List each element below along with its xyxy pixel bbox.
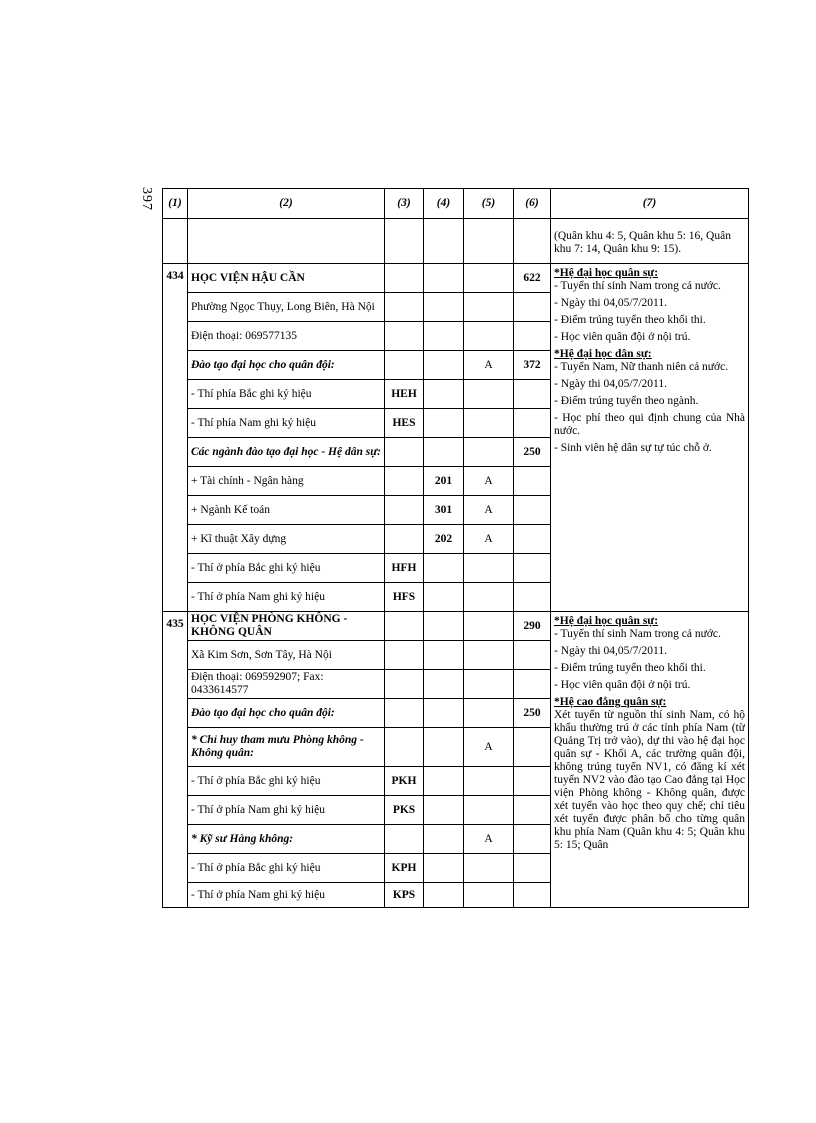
enrollment-quota — [514, 641, 551, 670]
program-name: - Thí ở phía Nam ghi ký hiệu — [188, 796, 385, 825]
note-line: - Điểm trúng tuyển theo khối thi. — [554, 662, 706, 674]
enrollment-quota — [514, 883, 551, 908]
program-name: * Chỉ huy tham mưu Phòng không - Không quân: — [188, 728, 385, 767]
registration-code — [385, 322, 424, 351]
exam-block: A — [464, 825, 514, 854]
program-name: - Thí ở phía Bắc ghi ký hiệu — [188, 854, 385, 883]
carryover-note: (Quân khu 4: 5, Quân khu 5: 16, Quân khu 7: 14, Quân khu 9: 15). — [551, 219, 749, 264]
program-name: Các ngành đào tạo đại học - Hệ dân sự: — [188, 438, 385, 467]
registration-code — [385, 467, 424, 496]
major-code — [424, 699, 464, 728]
registration-code: KPS — [385, 883, 424, 908]
major-code — [424, 583, 464, 612]
enrollment-quota — [514, 409, 551, 438]
exam-block — [464, 796, 514, 825]
registration-code — [385, 293, 424, 322]
note-line: - Tuyển Nam, Nữ thanh niên cả nước. — [554, 361, 729, 373]
note-line: - Điểm trúng tuyển theo khối thi. — [554, 314, 706, 326]
exam-block — [464, 554, 514, 583]
registration-code — [385, 351, 424, 380]
admission-notes — [551, 264, 749, 612]
registration-code — [385, 825, 424, 854]
enrollment-quota — [514, 854, 551, 883]
exam-block — [464, 699, 514, 728]
major-code: 301 — [424, 496, 464, 525]
major-code — [424, 825, 464, 854]
registration-code — [385, 670, 424, 699]
program-name: + Tài chính - Ngân hàng — [188, 467, 385, 496]
note-line: - Tuyển thí sinh Nam trong cả nước. — [554, 280, 721, 292]
exam-block — [464, 670, 514, 699]
registration-code — [385, 612, 424, 641]
note-line: - Học phí theo qui định chung của Nhà nước. — [554, 412, 745, 437]
enrollment-quota — [514, 767, 551, 796]
program-name: - Thí phía Nam ghi ký hiệu — [188, 409, 385, 438]
registration-code — [385, 525, 424, 554]
program-name: - Thí ở phía Bắc ghi ký hiệu — [188, 554, 385, 583]
program-name: Điện thoại: 069592907; Fax: 0433614577 — [188, 670, 385, 699]
enrollment-quota — [514, 467, 551, 496]
exam-block: A — [464, 728, 514, 767]
exam-block: A — [464, 525, 514, 554]
header-col-3: (3) — [385, 189, 424, 219]
major-code — [424, 554, 464, 583]
enrollment-quota — [514, 496, 551, 525]
note-line: - Ngày thi 04,05/7/2011. — [554, 645, 667, 657]
major-code: 201 — [424, 467, 464, 496]
enrollment-quota — [514, 796, 551, 825]
exam-block: A — [464, 496, 514, 525]
enrollment-quota — [514, 525, 551, 554]
program-name: + Ngành Kế toán — [188, 496, 385, 525]
header-col-1: (1) — [163, 189, 188, 219]
major-code — [424, 796, 464, 825]
major-code: 202 — [424, 525, 464, 554]
page-number: 397 — [139, 187, 154, 211]
registration-code — [385, 438, 424, 467]
registration-code: PKH — [385, 767, 424, 796]
registration-code: HES — [385, 409, 424, 438]
exam-block — [464, 883, 514, 908]
enrollment-quota: 290 — [514, 612, 551, 641]
exam-block — [464, 583, 514, 612]
enrollment-quota: 250 — [514, 438, 551, 467]
major-code — [424, 670, 464, 699]
institution-number: 434 — [163, 264, 188, 612]
note-line: - Ngày thi 04,05/7/2011. — [554, 297, 667, 309]
note-heading: *Hệ đại học dân sự: — [554, 348, 652, 360]
registration-code — [385, 699, 424, 728]
enrollment-quota — [514, 293, 551, 322]
exam-block — [464, 438, 514, 467]
major-code — [424, 293, 464, 322]
program-name: Phường Ngọc Thụy, Long Biên, Hà Nội — [188, 293, 385, 322]
exam-block — [464, 641, 514, 670]
registration-code: HFH — [385, 554, 424, 583]
registration-code: HEH — [385, 380, 424, 409]
exam-block — [464, 409, 514, 438]
header-col-2: (2) — [188, 189, 385, 219]
program-name: - Thí ở phía Nam ghi ký hiệu — [188, 883, 385, 908]
major-code — [424, 728, 464, 767]
enrollment-quota: 250 — [514, 699, 551, 728]
exam-block: A — [464, 351, 514, 380]
program-name: + Kĩ thuật Xây dựng — [188, 525, 385, 554]
major-code — [424, 641, 464, 670]
enrollment-quota — [514, 728, 551, 767]
note-heading: *Hệ đại học quân sự: — [554, 267, 659, 279]
major-code — [424, 767, 464, 796]
header-col-5: (5) — [464, 189, 514, 219]
exam-block: A — [464, 467, 514, 496]
major-code — [424, 612, 464, 641]
enrollment-quota — [514, 554, 551, 583]
program-name: - Thí phía Bắc ghi ký hiệu — [188, 380, 385, 409]
program-name: Đào tạo đại học cho quân đội: — [188, 351, 385, 380]
header-col-4: (4) — [424, 189, 464, 219]
note-heading: *Hệ đại học quân sự: — [554, 615, 659, 627]
program-name: - Thí ở phía Nam ghi ký hiệu — [188, 583, 385, 612]
admission-notes — [551, 612, 749, 908]
exam-block — [464, 322, 514, 351]
registration-code: KPH — [385, 854, 424, 883]
major-code — [424, 438, 464, 467]
header-col-7: (7) — [551, 189, 749, 219]
enrollment-quota — [514, 380, 551, 409]
exam-block — [464, 854, 514, 883]
major-code — [424, 854, 464, 883]
registration-code: PKS — [385, 796, 424, 825]
table-row — [163, 264, 749, 293]
note-line: - Học viên quân đội ở nội trú. — [554, 331, 691, 343]
table-row — [163, 612, 749, 641]
note-line: - Tuyển thí sinh Nam trong cả nước. — [554, 628, 721, 640]
carryover-row — [163, 219, 749, 264]
enrollment-quota — [514, 583, 551, 612]
program-name: * Kỹ sư Hàng không: — [188, 825, 385, 854]
registration-code — [385, 264, 424, 293]
enrollment-quota: 622 — [514, 264, 551, 293]
exam-block — [464, 380, 514, 409]
exam-block — [464, 612, 514, 641]
header-col-6: (6) — [514, 189, 551, 219]
note-line: - Sinh viên hệ dân sự tự túc chỗ ở. — [554, 442, 712, 454]
major-code — [424, 883, 464, 908]
program-name: Xã Kim Sơn, Sơn Tây, Hà Nội — [188, 641, 385, 670]
registration-code: HFS — [385, 583, 424, 612]
exam-block — [464, 264, 514, 293]
program-name: HỌC VIỆN PHÒNG KHÔNG - KHÔNG QUÂN — [188, 612, 385, 641]
program-name: - Thí ở phía Bắc ghi ký hiệu — [188, 767, 385, 796]
major-code — [424, 322, 464, 351]
program-name: Đào tạo đại học cho quân đội: — [188, 699, 385, 728]
program-name: Điện thoại: 069577135 — [188, 322, 385, 351]
exam-block — [464, 293, 514, 322]
registration-code — [385, 641, 424, 670]
admissions-table — [162, 188, 749, 908]
enrollment-quota: 372 — [514, 351, 551, 380]
registration-code — [385, 728, 424, 767]
note-line: - Điểm trúng tuyển theo ngành. — [554, 395, 699, 407]
enrollment-quota — [514, 825, 551, 854]
major-code — [424, 351, 464, 380]
note-line: - Học viên quân đội ở nội trú. — [554, 679, 691, 691]
exam-block — [464, 767, 514, 796]
note-line: Xét tuyển từ nguồn thí sinh Nam, có hộ khẩu thường trú ở các tỉnh phía Nam (từ Quảng Trị trở vào), dự thi vào hệ đại học quân sự - Khối A, các trường quân đội, không trúng tuyển NV1, có đăng kí xét tuyển NV2 vào đào tạo Cao đẳng tại Học viện Phòng không - Không quân, được xét tuyển vào học theo quy chế; chỉ tiêu xét tuyển được phân bổ cho từng quân khu phía Nam (Quân khu 4: 5; Quân khu 5: 15; Quân — [554, 709, 745, 851]
institution-number: 435 — [163, 612, 188, 908]
registration-code — [385, 496, 424, 525]
header-row — [163, 189, 749, 219]
enrollment-quota — [514, 670, 551, 699]
enrollment-quota — [514, 322, 551, 351]
major-code — [424, 264, 464, 293]
note-heading: *Hệ cao đẳng quân sự: — [554, 696, 667, 708]
major-code — [424, 409, 464, 438]
note-line: - Ngày thi 04,05/7/2011. — [554, 378, 667, 390]
program-name: HỌC VIỆN HẬU CẦN — [188, 264, 385, 293]
major-code — [424, 380, 464, 409]
